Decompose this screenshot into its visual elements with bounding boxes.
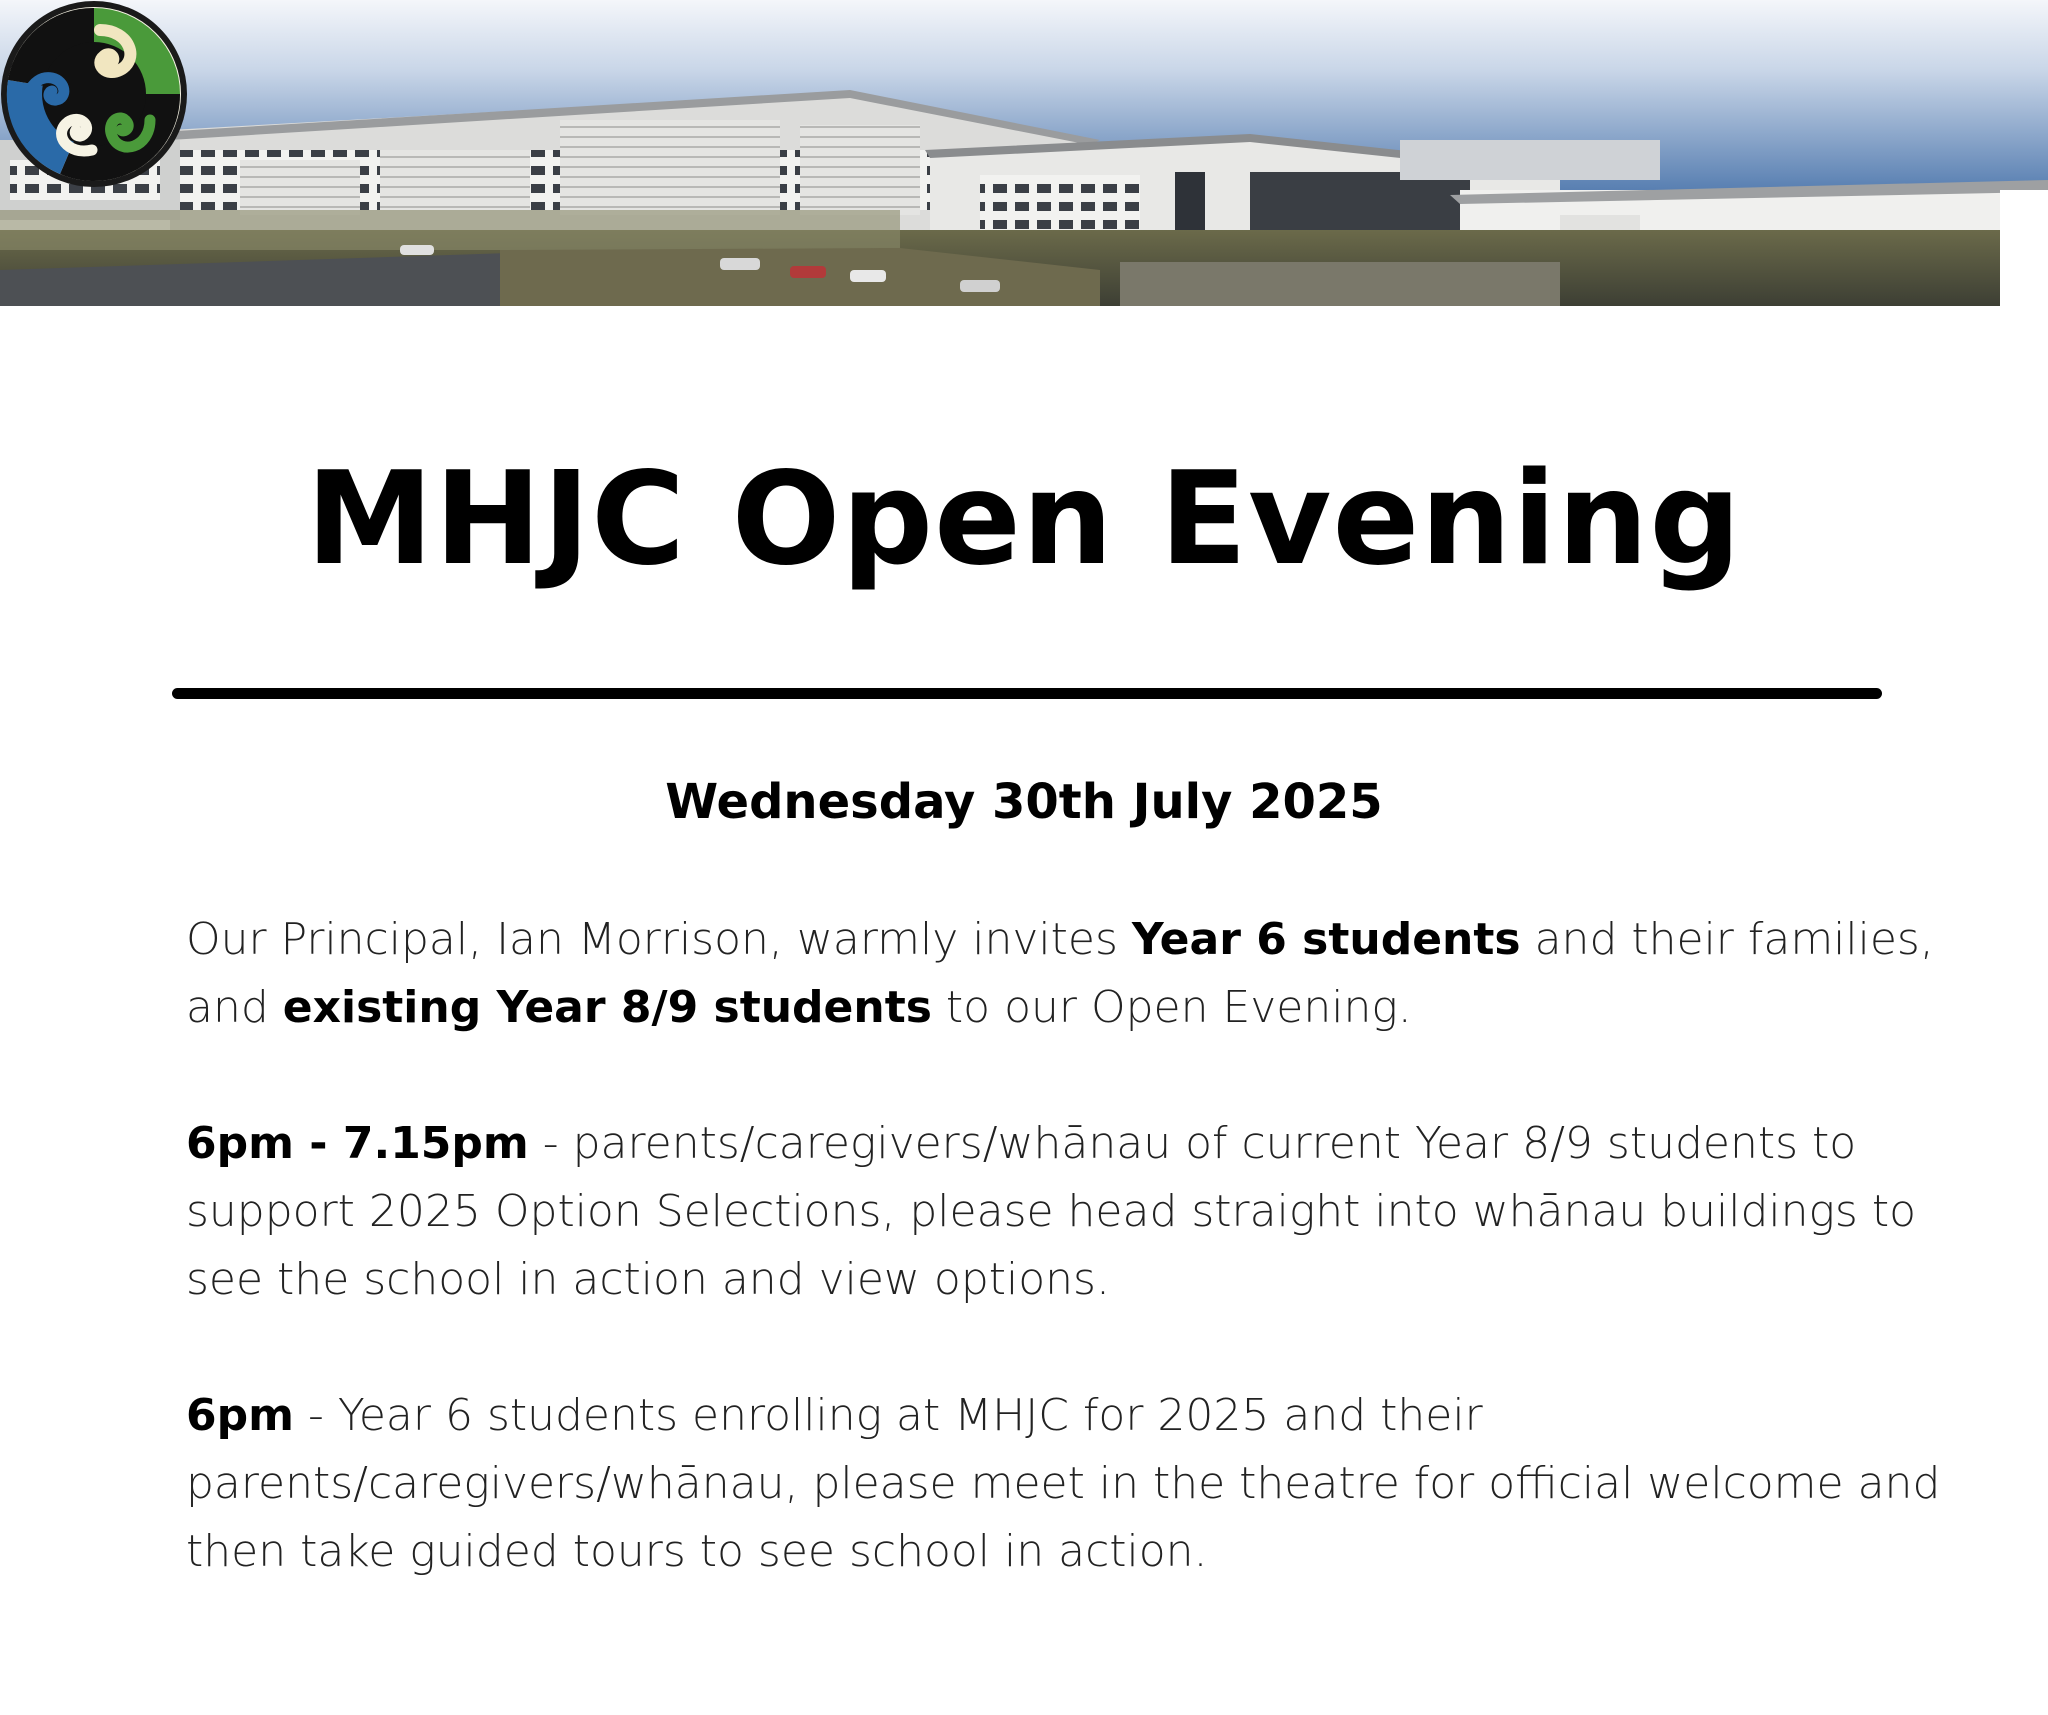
session-1-time: 6pm - 7.15pm	[186, 1118, 529, 1169]
intro-bold-existing: existing Year 8/9 students	[282, 982, 932, 1033]
intro-text-2: and their families, and	[186, 914, 1934, 1033]
event-title: MHJC Open Evening	[306, 445, 1742, 594]
session-2-time: 6pm	[186, 1390, 294, 1441]
title-divider	[172, 688, 1882, 699]
session-2-text: - Year 6 students enrolling at MHJC for 2025 and their parents/caregivers/whānau, please meet in the theatre for official welcome and then take guided tours to see school in action.	[186, 1390, 1941, 1577]
intro-text-1: Our Principal, Ian Morrison, warmly invites	[186, 914, 1132, 965]
intro-text-3: to our Open Evening.	[931, 982, 1412, 1033]
session-1-paragraph	[186, 1110, 1946, 1314]
koru-swirl-logo-icon	[0, 0, 188, 188]
event-date: Wednesday 30th July 2025	[665, 774, 1383, 830]
session-1-text: - parents/caregivers/whānau of current Year 8/9 students to support 2025 Option Selections, please head straight into whānau buildings to see the school in action and view options.	[186, 1118, 1916, 1305]
school-buildings-photo	[0, 0, 2048, 306]
session-2-paragraph	[186, 1382, 1946, 1586]
intro-paragraph	[186, 906, 1946, 1042]
intro-bold-year6: Year 6 students	[1131, 914, 1521, 965]
